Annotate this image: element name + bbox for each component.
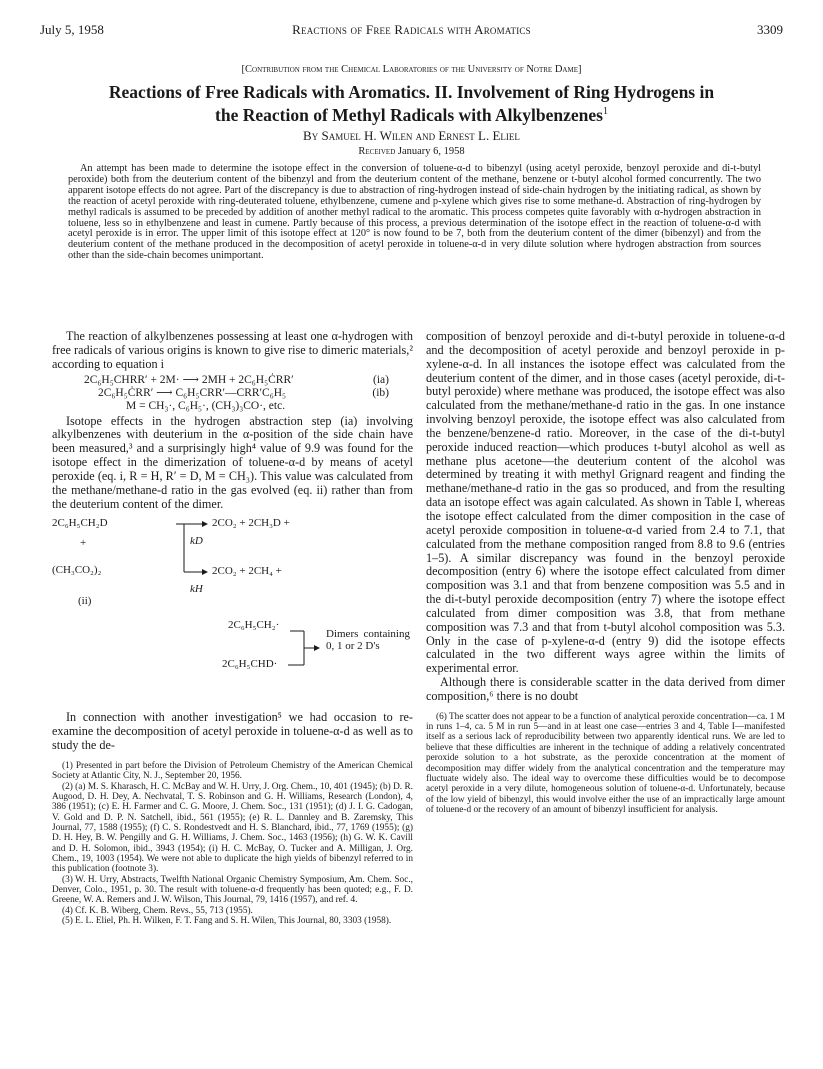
footnote-5: (5) E. L. Eliel, Ph. H. Wilken, F. T. Fang and S. H. Wilen, This Journal, 80, 3303 (1958). <box>62 916 392 927</box>
title-line-2: the Reaction of Methyl Radicals with Alkylbenzenes <box>215 104 603 125</box>
scatter-paragraph: Although there is considerable scatter in the data derived from dimer composition,⁶ there is no doubt <box>426 675 785 703</box>
title-footnote-marker: 1 <box>602 106 608 117</box>
issue-date: July 5, 1958 <box>40 22 104 37</box>
equation-m-definition: M = CH₃·, C₆H₅·, (CH₃)₃CO·, etc. <box>126 399 286 412</box>
equation-ib-number: (ib) <box>372 386 389 399</box>
left-column <box>52 330 413 926</box>
equation-ii-label: (ii) <box>78 595 92 608</box>
reaction-scheme-ii <box>52 515 413 705</box>
footnote-2: (2) (a) M. S. Kharasch, H. C. McBay and W. H. Urry, J. Org. Chem., 10, 401 (1945); (b) D. R. Augood, D. H. Dey, A. Nechvatal, T. S. Robinson and G. H. Williams, Research (London), 4, 386 (1951); (c) E. H. Farmer and C. G. Moore, J. Chem. Soc., 131 (1951); (d) J. I. G. Cadogan, V. Gold and D. P. N. Satchell, ibid., 561 (1955); (e) R. L. Dannley and B. Zaremsky, This Journal, 77, 1588 (1955); (f) C. S. Rondestvedt and H. S. Blanchard, ibid., 77, 1769 (1955); (g) D. H. Hey, B. W. Pengilly and G. H. Williams, J. Chem. Soc., 1463 (1956); (h) G. W. K. Cavill and D. H. Solomon, ibid., 3943 (1954); (i) H. C. McBay, O. Tucker and A. Milligan, J. Org. Chem., 19, 1003 (1954). We were not able to duplicate the high yields of bibenzyl referred to in this publication (footnote 3). <box>52 781 413 875</box>
dimers-label: Dimers containing 0, 1 or 2 D's <box>326 628 410 653</box>
reactant-toluene-d: 2C₆H₅CH₂D <box>52 517 108 530</box>
footnote-3: (3) W. H. Urry, Abstracts, Twelfth National Organic Chemistry Symposium, Am. Chem. Soc., Denver, Colo., 1951, p. 30. The result with toluene-α-d frequently has been quoted; e.g., F. D. Greene, W. A. Remers and J. W. Wilson, This Journal, 79, 1416 (1957), and ref. 4. <box>52 874 413 906</box>
intro-paragraph: The reaction of alkylbenzenes possessing at least one α-hydrogen with free radicals of various origins is known to give rise to dimeric materials,² according to equation i <box>52 329 413 371</box>
abstract: An attempt has been made to determine the isotope effect in the conversion of toluene-α-d to bibenzyl (using acetyl peroxide, benzoyl peroxide and di-t-butyl peroxide) both from the deuterium content of the bibenzyl and from the deuterium content of the methane, benzene or t-butyl alcohol formed concurrently. The two apparent isotope effects do not agree. Part of the discrepancy is due to abstraction of ring-hydrogen instead of side-chain hydrogen by the initiating radical, as shown by the reaction of acetyl peroxide with ring-deuterated toluene, ethylbenzene, cumene and p-xylene which gives rise to some methane-d. Abstraction of ring-hydrogen by methyl radicals is assumed to be preceded by addition of another methyl radical to the aromatic. This process competes quite favorably with α-hydrogen abstraction in toluene, less so in ethylbenzene and least in cumene. Partly because of this process, a previous determination of the isotope effect in the reaction of toluene-α-d with acetyl peroxide is in error. The upper limit of this isotope effect at 120° is now found to be 7, both from the deuterium content of the dimer (bibenzyl) and from the deuterium content of the methane produced in the decomposition of acetyl peroxide in toluene-α-d in very dilute solution where hydrogen abstraction from sources other than the side-chain becomes unimportant. <box>68 163 761 262</box>
reactant-acetyl-peroxide: (CH₃CO₂)₂ <box>52 564 102 577</box>
footnote-6: (6) The scatter does not appear to be a function of analytical peroxide concentration—ca. 1 M in runs 1–4, ca. 5 M in run 5—and in at least one case—entries 3 and 4, Table I—manifested itself as a serious lack of reproducibility between two apparently identical runs. We are led to believe that these difficulties are inherent in the technique of adding a relatively concentrated peroxide solution to a hot substrate, as the peroxide concentration at the moment of decomposition may differ widely from the analytical concentration and the temperature may fluctuate widely also. The ideal way to overcome these difficulties would be to decompose acetyl peroxide in a very dilute, homogeneous solution of toluene-α-d. Unfortunately, because of the low yield of bibenzyl, this would involve either the use of an impractically large amount of toluene-d or the recovery of an amount of bibenzyl insufficient for analysis. <box>426 711 785 815</box>
product-ch4: 2CO₂ + 2CH₄ + <box>212 565 282 578</box>
results-paragraph: composition of benzoyl peroxide and di-t-butyl peroxide in toluene-α-d and the decomposition of acetyl peroxide and benzoyl peroxide in p-xylene-α-d. In all instances the isotope effect was calculated from the deuterium content of the dimer, and in those cases (acetyl peroxide, di-t-butyl peroxide) where methane was produced, the isotope effect was also calculated from the methane/methane-d ratio in the gas. In one instance involving benzoyl peroxide, the isotope effect was also calculated from the benzene/benzene-d ratio. Moreover, in the case of the di-t-butyl peroxide induced reaction—which produces t-butyl alcohol as well as methane plus acetone—the deuterium content of the alcohol was determined by treating it with methyl Grignard reagent and finding the methane/methane-d ratio in the gas so produced, and from the resulting data an isotope effect was again calculated. As shown in Table I, whereas the isotope effect calculated from the dimer composition in the case of acetyl peroxide composition in toluene-α-d varied from 2.4 to 7.1, that calculated from the methane composition ranged from 8.8 to 9.6 (entries 1–5). A similar discrepancy was found in the benzoyl peroxide decomposition (entry 6) where the isotope effect calculated from dimer composition was 3.1 and that from benzene composition was 5.5 and in the di-t-butyl peroxide decomposition (entry 7) where the isotope effect calculated from dimer composition was 3.8, that from methane composition was 7.3 and that from t-butyl alcohol composition was 5.3. Only in the case of p-xylene-α-d (entry 9) did the isotope effects calculated in the two different ways agree within the limits of experimental error. <box>426 329 785 676</box>
author-line: By Samuel H. Wilen and Ernest L. Eliel <box>303 128 520 143</box>
footnotes-left <box>52 761 413 927</box>
received-label: Received <box>358 146 396 157</box>
footnotes-right <box>426 712 785 815</box>
page-number: 3309 <box>757 22 783 37</box>
received-date: January 6, 1958 <box>397 146 465 157</box>
contribution-line: [Contribution from the Chemical Laboratories of the University of Notre Dame] <box>241 64 582 75</box>
reexamine-paragraph: In connection with another investigation⁵ we had occasion to re-examine the decomposition of acetyl peroxide in toluene-α-d as well as to study the de- <box>52 710 413 753</box>
rate-constant-kh: kH <box>190 583 203 596</box>
equation-ia: 2C₆H₅CHRR′ + 2M· ⟶ 2MH + 2C₆H₅ĊRR′ <box>84 373 294 386</box>
product-ch3d: 2CO₂ + 2CH₃D + <box>212 517 290 530</box>
benzyl-d-radical: 2C₆H₅CHD· <box>222 658 278 671</box>
running-header <box>40 22 783 38</box>
isotope-paragraph: Isotope effects in the hydrogen abstraction step (ia) involving alkylbenzenes with deuterium in the α-position of the side chain have been measured,³ and a surprisingly high⁴ value of 9.9 was found for the isotope effect in the dimerization of toluene-α-d by means of acetyl peroxide (eq. i, R = H, R′ = D, M = CH₃). This value was calculated from the methane/methane-d ratio in the gas evolved (eq. ii) rather than from the deuterium content of the dimer. <box>52 413 413 511</box>
equation-ia-number: (ia) <box>373 373 389 386</box>
article-title <box>50 83 773 125</box>
running-title: Reactions of Free Radicals with Aromatics <box>292 22 531 37</box>
equation-ib: 2C₆H₅ĊRR′ ⟶ C₆H₅CRR′—CRR′C₆H₅ <box>98 386 287 399</box>
footnote-1: (1) Presented in part before the Division of Petroleum Chemistry of the American Chemical Society at Atlantic City, N. J., September 20, 1956. <box>52 760 413 782</box>
title-line-1: Reactions of Free Radicals with Aromatics. II. Involvement of Ring Hydrogens in <box>108 82 715 102</box>
received-line <box>40 146 783 157</box>
scheme-arrows <box>52 515 413 705</box>
equation-i <box>52 374 413 413</box>
rate-constant-kd: kD <box>190 535 203 548</box>
right-column <box>426 330 785 815</box>
footnote-4: (4) Cf. K. B. Wiberg, Chem. Revs., 55, 713 (1955). <box>62 905 253 916</box>
scheme-plus: + <box>80 537 87 550</box>
benzyl-radical: 2C₆H₅CH₂· <box>228 619 280 632</box>
